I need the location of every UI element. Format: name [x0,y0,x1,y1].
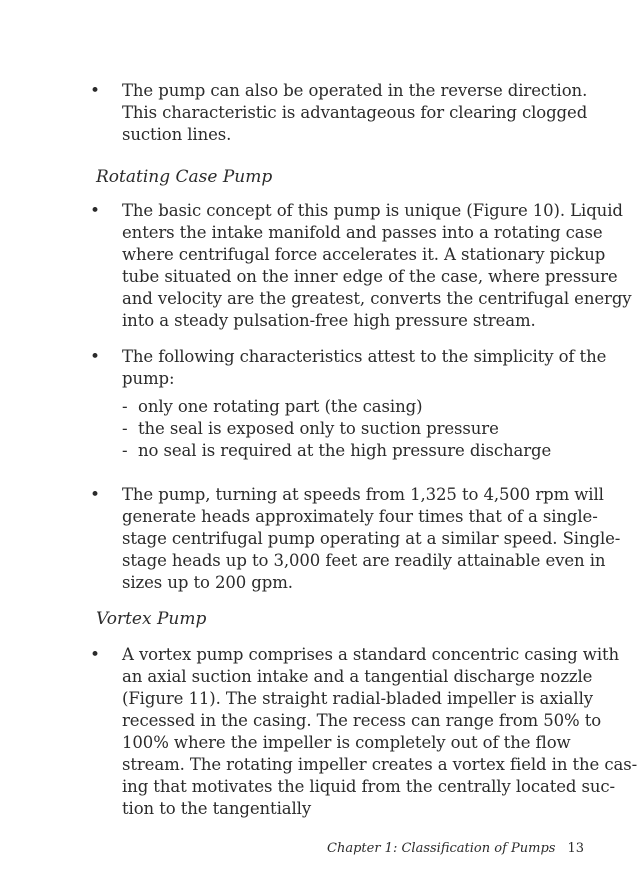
text-line: pump: [122,369,175,388]
text-line: recessed in the casing. The recess can range from 50% to [122,711,602,730]
text-line: The pump can also be operated in the reverse direction. [122,81,588,100]
text-line: into a steady pulsation-free high pressure stream. [122,311,536,330]
dash-list-item [122,418,590,440]
bullet-reverse-operation [90,80,590,146]
bullet-marker: • [90,201,101,221]
text-line: an axial suction intake and a tangential discharge nozzle [122,667,593,686]
bullet-vortex [90,644,638,820]
text-line: suction lines. [122,125,232,144]
text-line: and velocity are the greatest, converts the centrifugal energy [122,289,632,308]
bullet-text [122,484,621,594]
bullet-characteristics [90,346,607,462]
section-heading-vortex: Vortex Pump [96,609,207,629]
text-line: This characteristic is advantageous for clearing clogged [122,103,588,122]
bullet-marker: • [90,485,101,505]
footer-chapter-title: Chapter 1: Classification of Pumps [327,841,556,856]
text-line: The following characteristics attest to the simplicity of the [122,347,607,366]
dash-marker: - [122,441,128,460]
dash-list-item [122,440,590,462]
bullet-text [122,200,632,332]
bullet-text [122,346,607,462]
bullet-basic-concept [90,200,632,332]
text-line: sizes up to 200 gpm. [122,573,293,592]
text-line: enters the intake manifold and passes into a rotating case [122,223,603,242]
dash-item-text: only one rotating part (the casing) [138,397,423,416]
text-line: where centrifugal force accelerates it. A stationary pickup [122,245,606,264]
text-line: (Figure 11). The straight radial-bladed impeller is axially [122,689,593,708]
text-line: 100% where the impeller is completely out of the flow [122,733,571,752]
section-heading-rotating-case: Rotating Case Pump [96,167,273,187]
text-line: ing that motivates the liquid from the centrally located suc- [122,777,616,796]
dash-list [122,396,590,462]
text-line: The basic concept of this pump is unique (Figure 10). Liquid [122,201,623,220]
bullet-speeds [90,484,621,594]
dash-item-text: no seal is required at the high pressure discharge [138,441,552,460]
text-line: generate heads approximately four times that of a single- [122,507,598,526]
bullet-text [122,80,590,146]
dash-list-item [122,396,590,418]
dash-marker: - [122,397,128,416]
bullet-text [122,644,638,820]
bullet-marker: • [90,81,101,101]
page-footer [327,840,584,858]
text-line: The pump, turning at speeds from 1,325 to 4,500 rpm will [122,485,604,504]
text-line: stage centrifugal pump operating at a similar speed. Single- [122,529,621,548]
text-line: tube situated on the inner edge of the case, where pressure [122,267,618,286]
text-line: stage heads up to 3,000 feet are readily attainable even in [122,551,606,570]
bullet-marker: • [90,645,101,665]
page-number: 13 [567,841,584,856]
text-line: stream. The rotating impeller creates a vortex field in the cas- [122,755,638,774]
bullet-marker: • [90,347,101,367]
text-line: A vortex pump comprises a standard concentric casing with [122,645,620,664]
dash-marker: - [122,419,128,438]
dash-item-text: the seal is exposed only to suction pressure [138,419,499,438]
text-line: tion to the tangentially [122,799,312,818]
